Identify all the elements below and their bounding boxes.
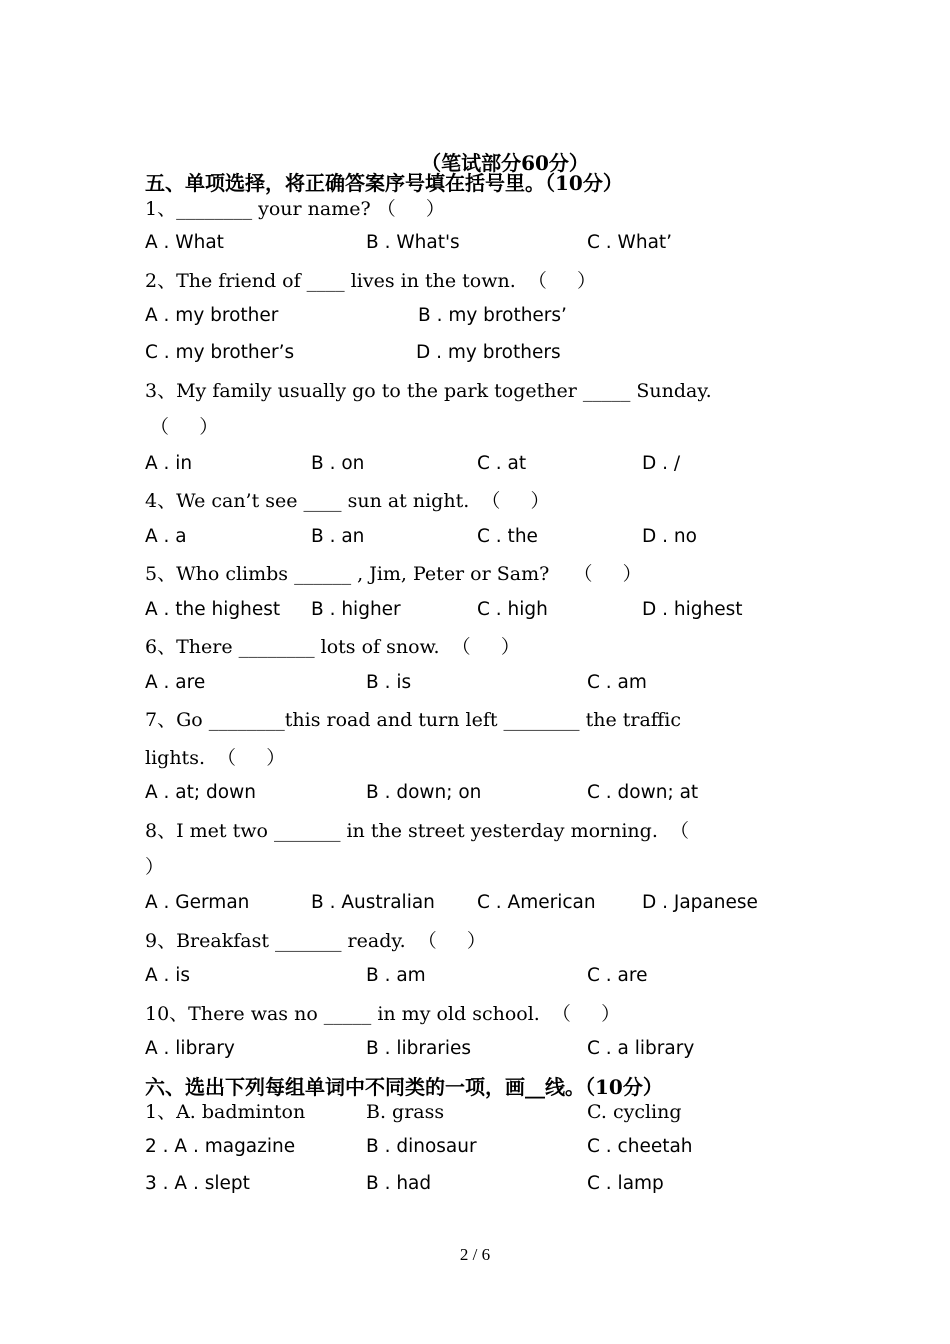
q7-option-a: A . at; down (145, 782, 256, 803)
question-6: 6、There ________ lots of snow. （ ） (145, 636, 520, 658)
q3-option-c: C . at (477, 453, 527, 474)
q3-option-a: A . in (145, 453, 193, 474)
q8-option-b: B . Australian (311, 892, 435, 913)
s6-row3-a: 3 . A . slept (145, 1173, 250, 1194)
s6-row2-a: 2 . A . magazine (145, 1136, 296, 1157)
question-8: 8、I met two _______ in the street yesterday morning. （ (145, 820, 689, 842)
q3-option-b: B . on (311, 453, 365, 474)
section6-heading: 六、选出下列每组单词中不同类的一项，画__线。（10分） (145, 1075, 663, 1099)
question-5: 5、Who climbs ______ , Jim, Peter or Sam? （ ） (145, 563, 642, 585)
q9-option-a: A . is (145, 965, 191, 986)
q2-option-b: B . my brothers’ (418, 305, 567, 326)
q5-option-c: C . high (477, 599, 548, 620)
q6-option-b: B . is (366, 672, 412, 693)
s6-row2-b: B . dinosaur (366, 1136, 477, 1157)
question-3-answer-bracket: （ ） (150, 416, 219, 438)
q1-option-b: B . What's (366, 232, 460, 253)
question-1: 1、________ your name? （ ） (145, 198, 445, 220)
q3-option-d: D . / (642, 453, 681, 474)
s6-row1-c: C. cycling (587, 1101, 682, 1123)
s6-row1-a: 1、A. badminton (145, 1101, 306, 1123)
q10-option-c: C . a library (587, 1038, 695, 1059)
question-4: 4、We can’t see ____ sun at night. （ ） (145, 490, 550, 512)
q9-option-c: C . are (587, 965, 648, 986)
q2-option-d: D . my brothers (416, 342, 561, 363)
q4-option-c: C . the (477, 526, 538, 547)
q8-option-c: C . American (477, 892, 596, 913)
s6-row3-c: C . lamp (587, 1173, 664, 1194)
q5-option-a: A . the highest (145, 599, 281, 620)
section5-heading: 五、单项选择，将正确答案序号填在括号里。（10分） (145, 171, 623, 195)
question-10: 10、There was no _____ in my old school. （ ） (145, 1003, 621, 1025)
q1-option-a: A . What (145, 232, 224, 253)
question-3: 3、My family usually go to the park together _____ Sunday. (145, 380, 712, 402)
q8-option-a: A . German (145, 892, 250, 913)
q5-option-d: D . highest (642, 599, 743, 620)
s6-row3-b: B . had (366, 1173, 432, 1194)
q4-option-d: D . no (642, 526, 697, 547)
q10-option-a: A . library (145, 1038, 235, 1059)
question-7-continued: lights. （ ） (145, 747, 286, 769)
q2-option-a: A . my brother (145, 305, 279, 326)
q1-option-c: C . What’ (587, 232, 673, 253)
section-title: （笔试部分60分） (421, 151, 589, 175)
q6-option-c: C . am (587, 672, 647, 693)
question-9: 9、Breakfast _______ ready. （ ） (145, 930, 486, 952)
q9-option-b: B . am (366, 965, 426, 986)
s6-row1-b: B. grass (366, 1101, 445, 1123)
q2-option-c: C . my brother’s (145, 342, 295, 363)
q7-option-b: B . down; on (366, 782, 482, 803)
s6-row2-c: C . cheetah (587, 1136, 693, 1157)
q6-option-a: A . are (145, 672, 206, 693)
question-8-bracket-close: ） (145, 856, 165, 878)
q7-option-c: C . down; at (587, 782, 699, 803)
q5-option-b: B . higher (311, 599, 401, 620)
q4-option-a: A . a (145, 526, 187, 547)
q8-option-d: D . Japanese (642, 892, 758, 913)
page-number: 2 / 6 (459, 1245, 491, 1264)
q4-option-b: B . an (311, 526, 365, 547)
question-2: 2、The friend of ____ lives in the town. （ ） (145, 270, 597, 292)
question-7: 7、Go ________this road and turn left ________ the traffic (145, 709, 682, 731)
q10-option-b: B . libraries (366, 1038, 472, 1059)
